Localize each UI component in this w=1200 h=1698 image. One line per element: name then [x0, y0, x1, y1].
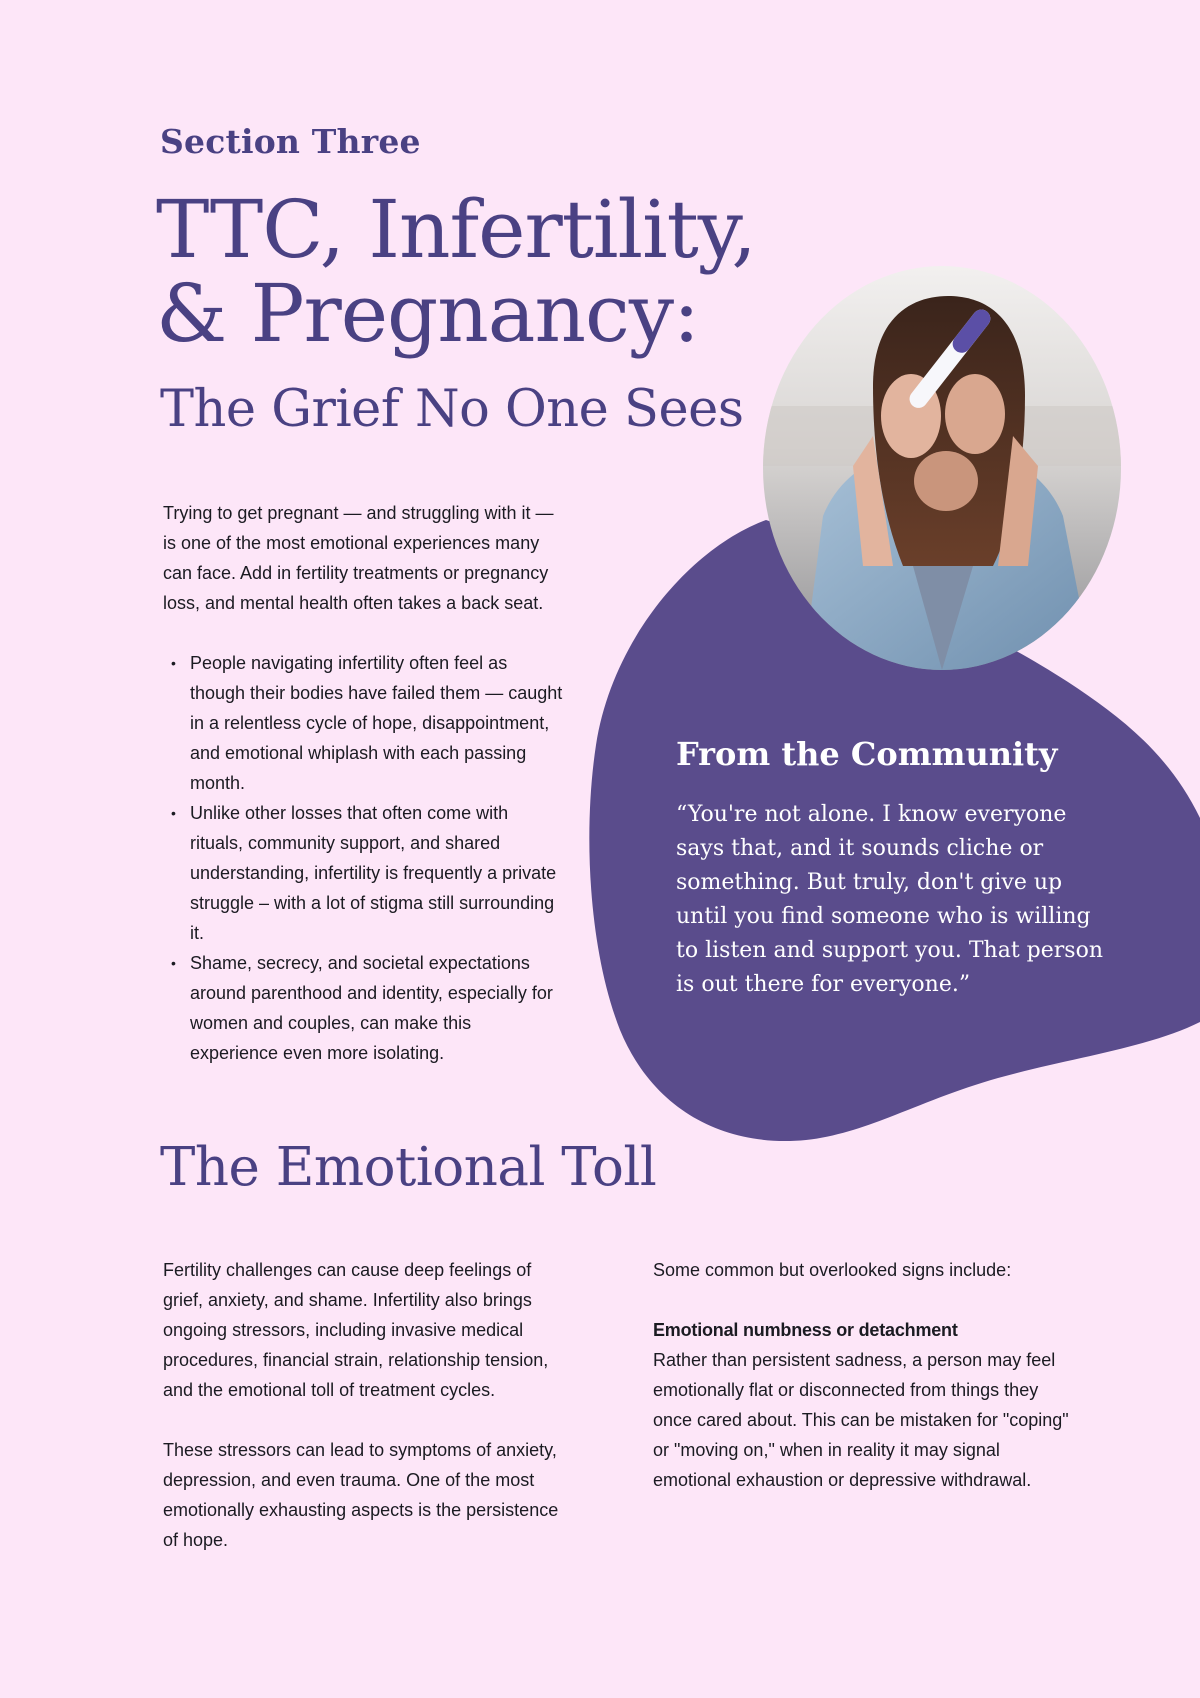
- emotional-toll-paragraph: These stressors can lead to symptoms of anxiety, depression, and even trauma. One of the most emotionally exhausting aspects is the persistence of hope.: [163, 1440, 559, 1550]
- list-item: [163, 648, 563, 798]
- bullet-text: Shame, secrecy, and societal expectations around parenthood and identity, especially for women and couples, can make this experience even more isolating.: [190, 953, 553, 1063]
- title-line-2: & Pregnancy:: [156, 267, 699, 360]
- sign-body: Rather than persistent sadness, a person may feel emotionally flat or disconnected from things they once cared about. This can be mistaken for "coping" or "moving on," when in reality it may signal emotional exhaustion or depressive withdrawal.: [653, 1350, 1069, 1490]
- woman-holding-pregnancy-test-photo: [763, 266, 1121, 670]
- page-subtitle: The Grief No One Sees: [160, 380, 744, 439]
- bullet-icon: •: [171, 805, 176, 821]
- bullet-icon: •: [171, 655, 176, 671]
- section-label: Section Three: [160, 122, 421, 161]
- bullet-text: Unlike other losses that often come with rituals, community support, and shared understanding, infertility is frequently a private struggle – with a lot of stigma still surrounding it.: [190, 803, 557, 943]
- emotional-toll-heading: The Emotional Toll: [160, 1137, 657, 1198]
- emotional-toll-paragraph: Fertility challenges can cause deep feelings of grief, anxiety, and shame. Infertility also brings ongoing stressors, including invasive medical procedures, financial strain, relationship tension, and the emotional toll of treatment cycles.: [163, 1260, 549, 1400]
- bullet-text: People navigating infertility often feel as though their bodies have failed them — caught in a relentless cycle of hope, disappointment, and emotional whiplash with each passing month.: [190, 653, 563, 793]
- emotional-toll-right-column: [653, 1255, 1073, 1495]
- sign-title: Emotional numbness or detachment: [653, 1320, 958, 1340]
- emotional-toll-left-column: [163, 1255, 573, 1555]
- community-quote: “You're not alone. I know everyone says that, and it sounds cliche or something. But truly, don't give up until you find someone who is willing to listen and support you. That person is out there for everyone.”: [676, 802, 1103, 997]
- list-item: [163, 948, 563, 1068]
- title-line-1: TTC, Infertility,: [156, 183, 756, 276]
- intro-paragraph: Trying to get pregnant — and struggling with it — is one of the most emotional experiences many can face. Add in fertility treatments or pregnancy loss, and mental health often takes a back seat.: [163, 503, 554, 613]
- list-item: [163, 798, 563, 948]
- bullet-icon: •: [171, 955, 176, 971]
- page-title: [156, 183, 756, 360]
- community-heading: From the Community: [676, 735, 1058, 773]
- signs-intro: Some common but overlooked signs include:: [653, 1260, 1012, 1280]
- intro-bullet-list: [163, 648, 563, 1068]
